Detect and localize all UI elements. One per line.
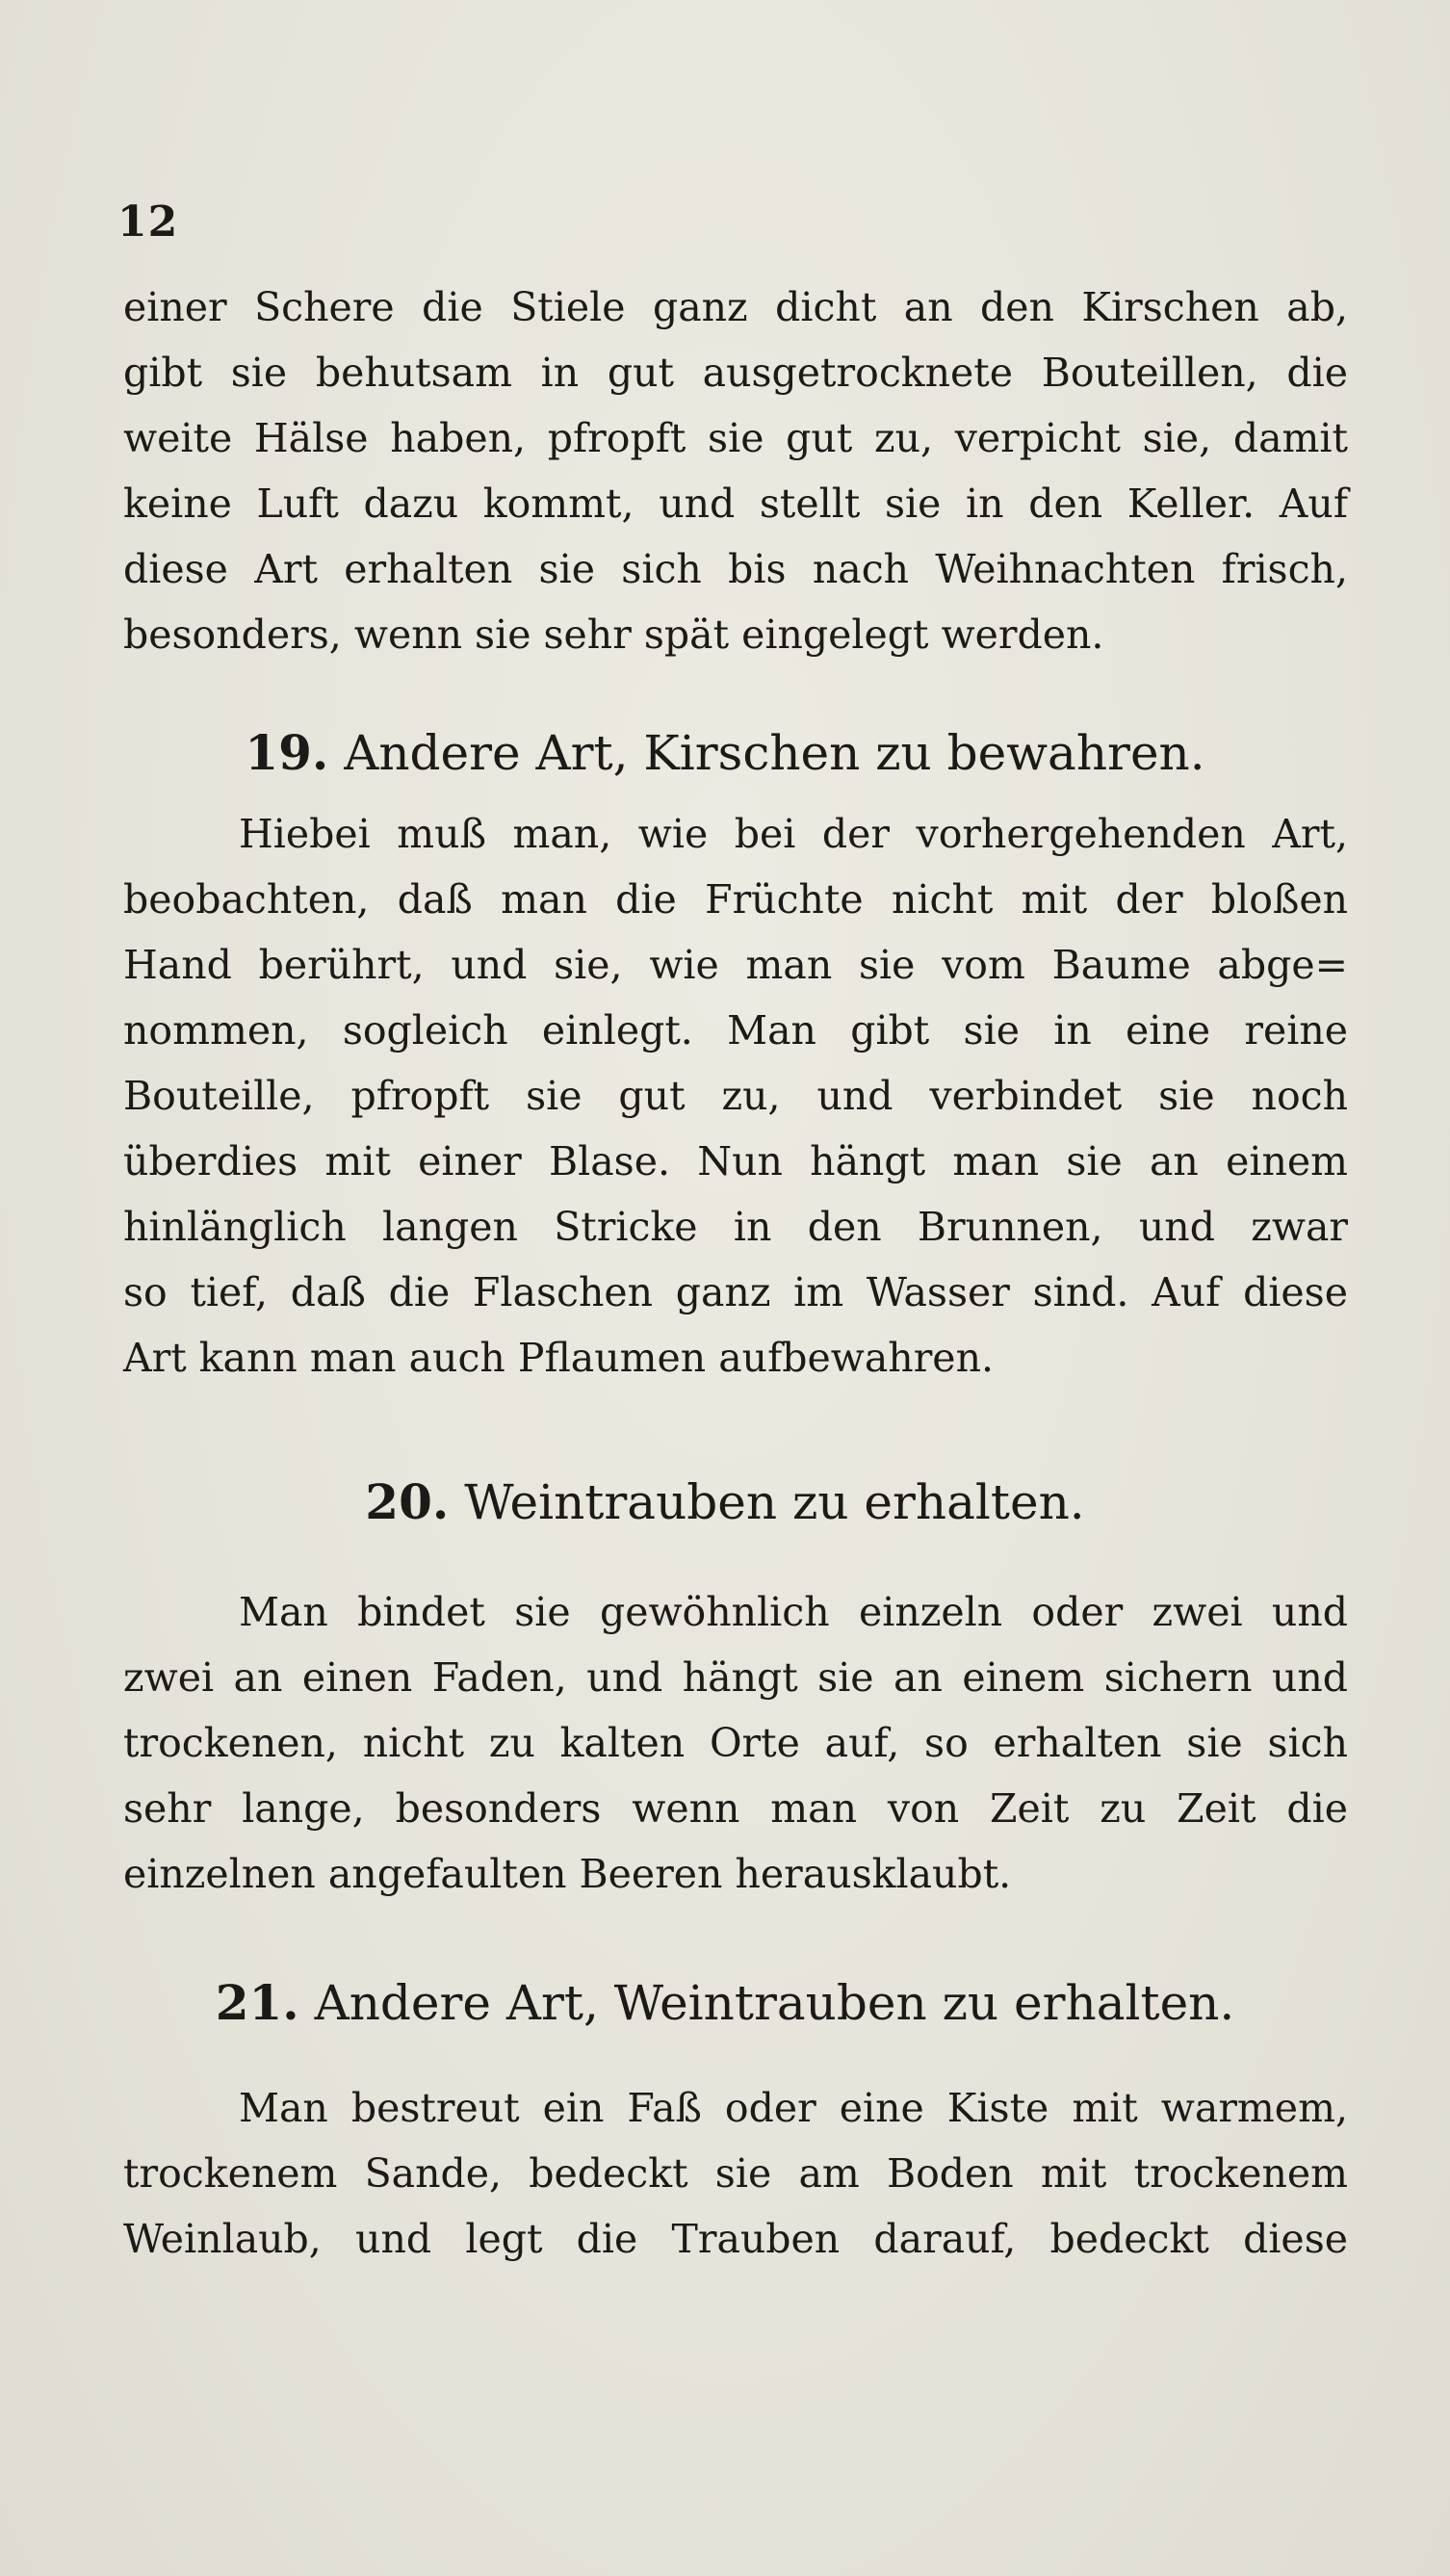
text-line: zwei an einen Faden, und hängt sie an einem sichern und — [123, 1654, 1348, 1701]
section-19-paragraph — [123, 801, 1348, 1391]
text-line: Hiebei muß man, wie bei der vorhergehenden Art, — [239, 811, 1348, 857]
section-number: 21. — [215, 1974, 299, 2031]
text-line: Weinlaub, und legt die Trauben darauf, bedeckt diese — [123, 2216, 1348, 2262]
intro-paragraph — [123, 274, 1348, 667]
text-line: Man bindet sie gewöhnlich einzeln oder zwei und — [239, 1589, 1348, 1635]
text-line: sehr lange, besonders wenn man von Zeit zu Zeit die — [123, 1785, 1348, 1832]
text-line: Hand berührt, und sie, wie man sie vom Baume abge= — [123, 942, 1348, 988]
text-line: einer Schere die Stiele ganz dicht an den Kirschen ab, — [123, 284, 1348, 330]
text-line: trockenem Sande, bedeckt sie am Boden mit trockenem — [123, 2150, 1348, 2197]
text-line: gibt sie behutsam in gut ausgetrocknete Bouteillen, die — [123, 350, 1348, 396]
section-number: 19. — [245, 724, 329, 781]
section-20-paragraph — [123, 1579, 1348, 1907]
section-heading-19 — [0, 724, 1450, 781]
section-title: Andere Art, Weintrauben zu erhalten. — [314, 1975, 1235, 2031]
text-line: Man bestreut ein Faß oder eine Kiste mit warmem, — [239, 2085, 1348, 2131]
section-21-paragraph — [123, 2075, 1348, 2272]
text-line: trockenen, nicht zu kalten Orte auf, so erhalten sie sich — [123, 1720, 1348, 1766]
text-line: überdies mit einer Blase. Nun hängt man sie an einem — [123, 1138, 1348, 1184]
text-line: Bouteille, pfropft sie gut zu, und verbindet sie noch — [123, 1073, 1348, 1119]
text-line: besonders, wenn sie sehr spät eingelegt werden. — [123, 611, 1104, 658]
text-line: nommen, sogleich einlegt. Man gibt sie in eine reine — [123, 1007, 1348, 1054]
page-number: 12 — [117, 197, 179, 247]
text-line: Art kann man auch Pflaumen aufbewahren. — [123, 1335, 995, 1381]
text-line: weite Hälse haben, pfropft sie gut zu, verpicht sie, damit — [123, 415, 1348, 461]
section-title: Weintrauben zu erhalten. — [464, 1474, 1085, 1530]
section-number: 20. — [365, 1473, 450, 1530]
section-heading-20 — [0, 1473, 1450, 1530]
section-heading-21 — [0, 1974, 1450, 2031]
text-line: einzelnen angefaulten Beeren herausklaubt. — [123, 1851, 1012, 1897]
text-line: so tief, daß die Flaschen ganz im Wasser sind. Auf diese — [123, 1269, 1348, 1315]
text-line: diese Art erhalten sie sich bis nach Weihnachten frisch, — [123, 546, 1348, 592]
section-title: Andere Art, Kirschen zu bewahren. — [344, 725, 1205, 781]
text-line: hinlänglich langen Stricke in den Brunnen, und zwar — [123, 1204, 1348, 1250]
text-line: beobachten, daß man die Früchte nicht mit der bloßen — [123, 876, 1348, 923]
text-line: keine Luft dazu kommt, und stellt sie in den Keller. Auf — [123, 481, 1348, 527]
